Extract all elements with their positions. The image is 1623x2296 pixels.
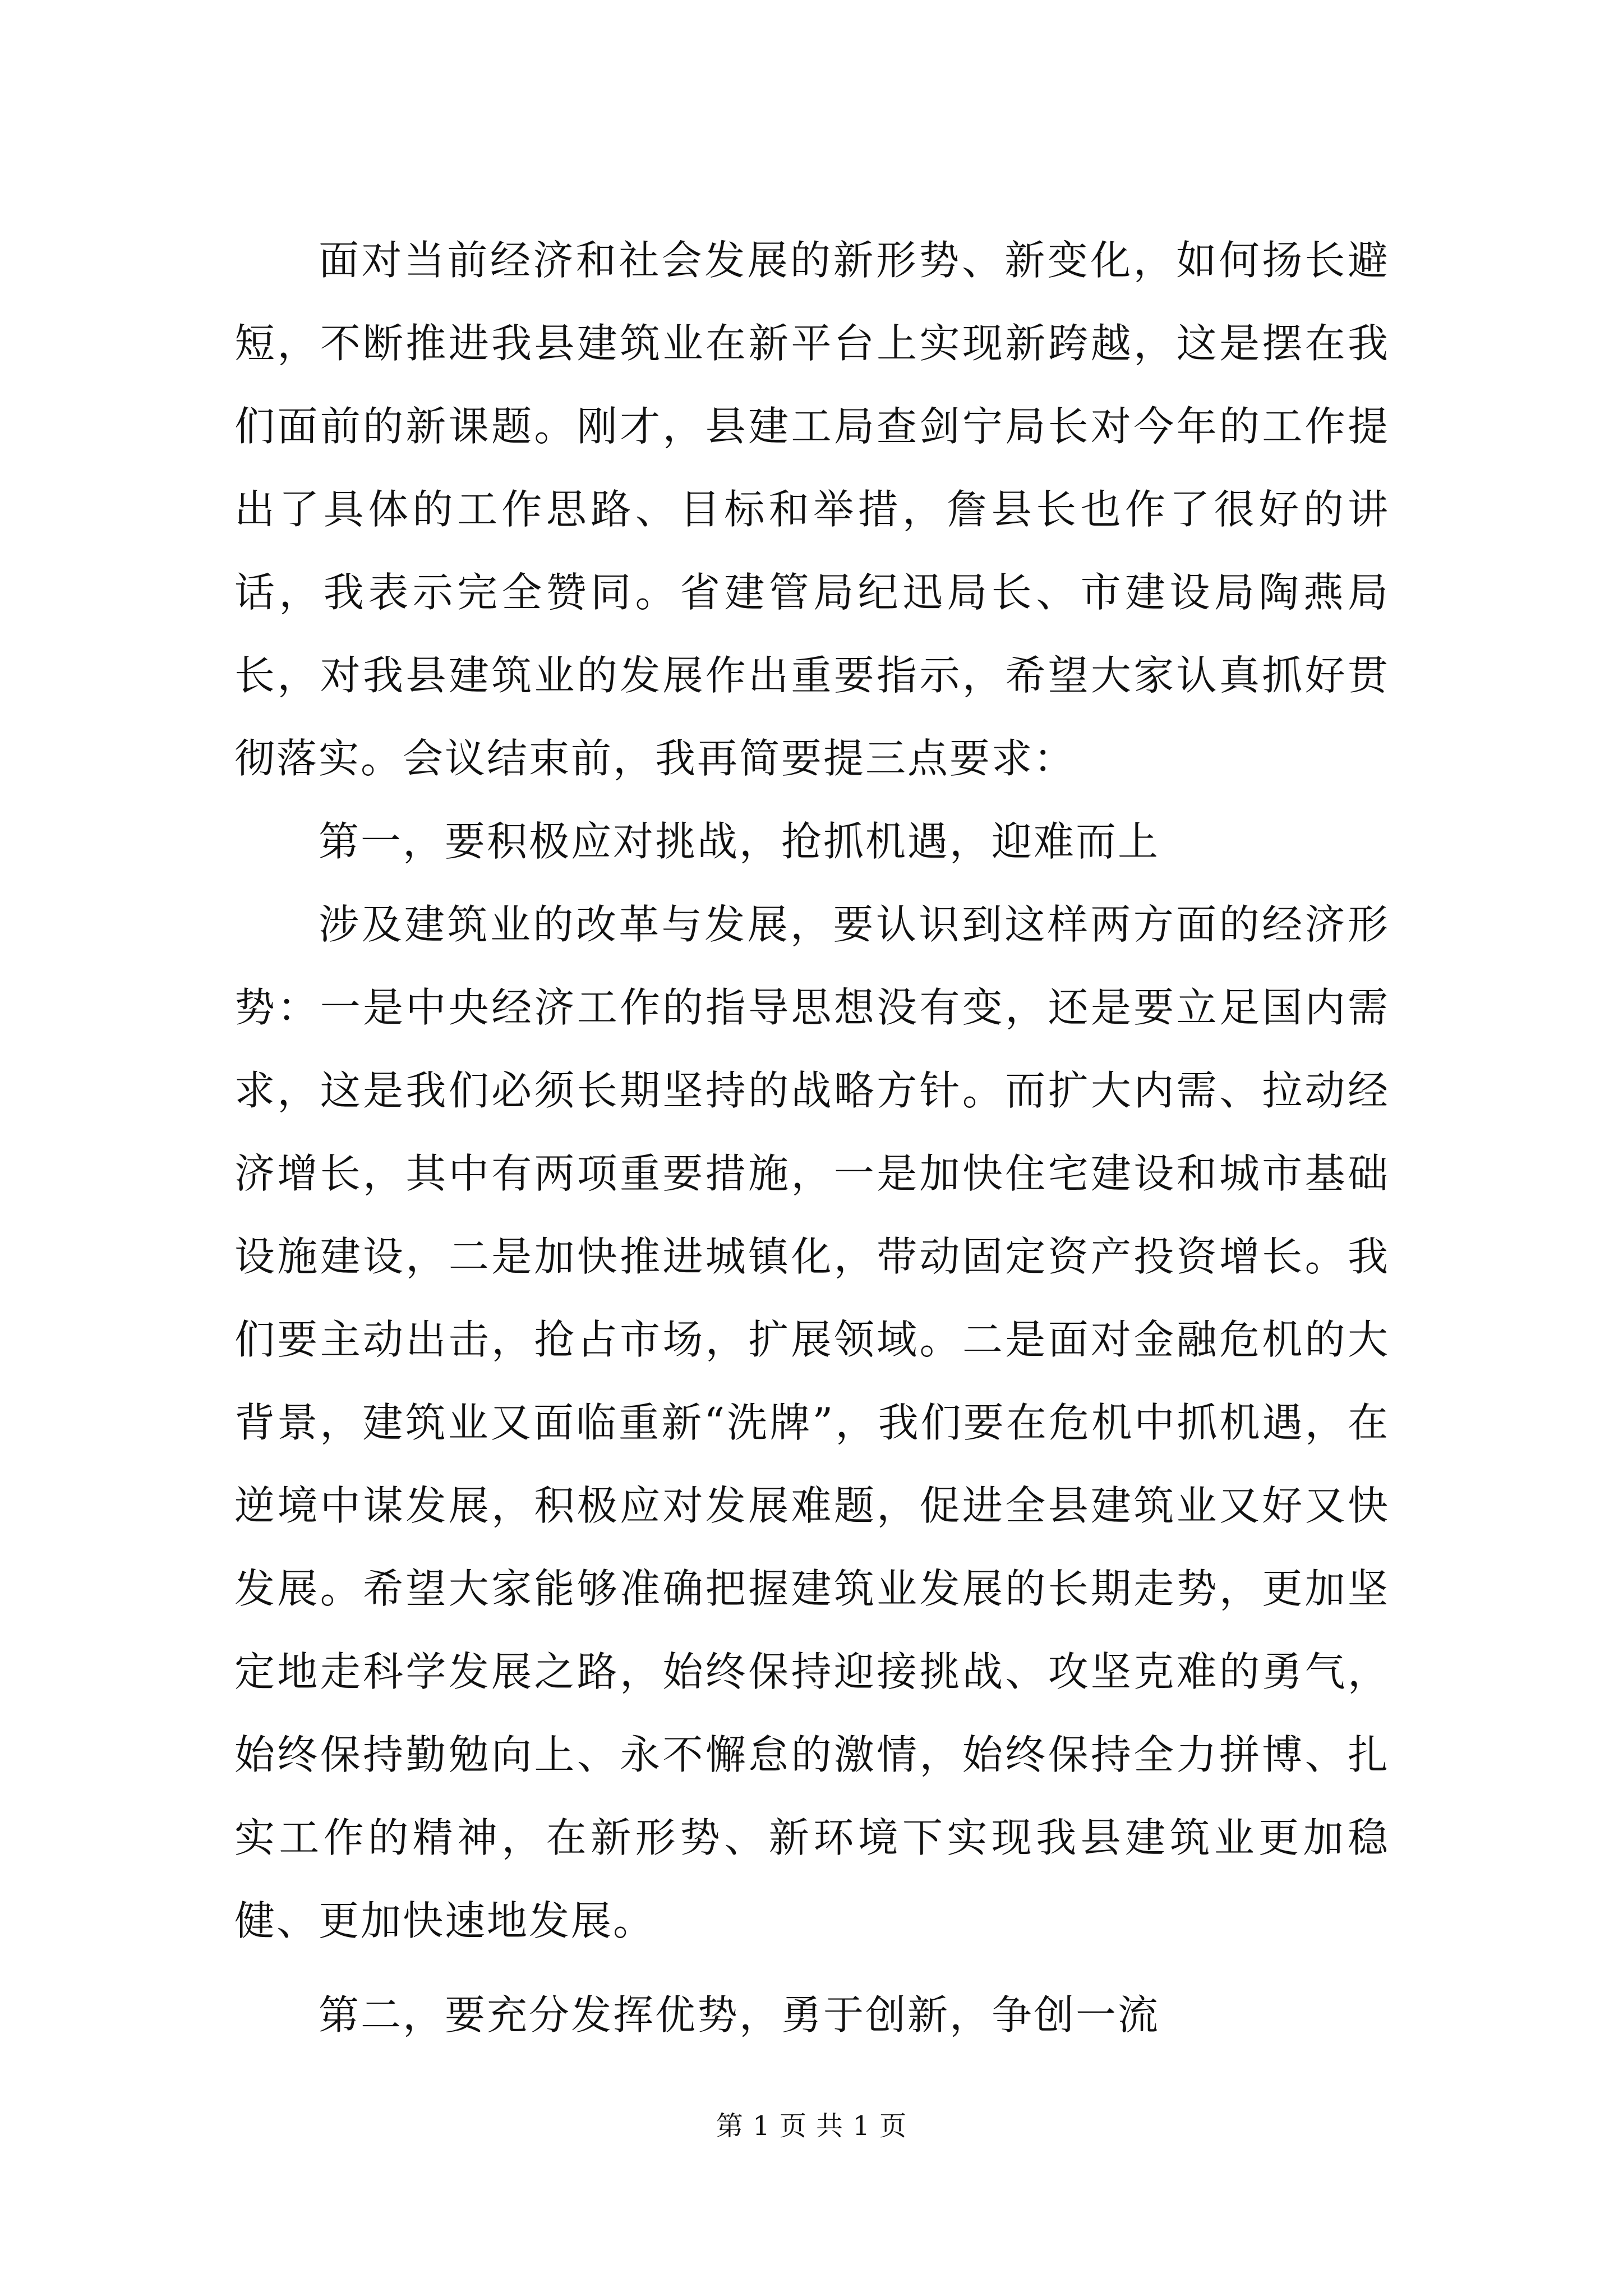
document-body [234,219,1390,2056]
paragraph-section-1: 涉及建筑业的改革与发展，要认识到这样两方面的经济形势：一是中央经济工作的指导思想没有变，还是要立足国内需求，这是我们必须长期坚持的战略方针。而扩大内需、拉动经济增长，其中有两项重要措施，一是加快住宅建设和城市基础设施建设，二是加快推进城镇化，带动固定资产投资增长。我们要主动出击，抢占市场，扩展领域。二是面对金融危机的大背景，建筑业又面临重新“洗牌”，我们要在危机中抓机遇，在逆境中谋发展，积极应对发展难题，促进全县建筑业又好又快发展。希望大家能够准确把握建筑业发展的长期走势，更加坚定地走科学发展之路，始终保持迎接挑战、攻坚克难的勇气，始终保持勤勉向上、永不懈怠的激情，始终保持全力拼博、扎实工作的精神，在新形势、新环境下实现我县建筑业更加稳健、更加快速地发展。 [234,901,1390,1944]
section-heading-2: 第二，要充分发挥优势，勇于创新，争创一流 [319,1991,1160,2039]
section-heading-1: 第一，要积极应对挑战，抢抓机遇，迎难而上 [319,818,1160,865]
paragraph-intro: 面对当前经济和社会发展的新形势、新变化，如何扬长避短，不断推进我县建筑业在新平台上实现新跨越，这是摆在我们面前的新课题。刚才，县建工局查剑宁局长对今年的工作提出了具体的工作思路、目标和举措，詹县长也作了很好的讲话，我表示完全赞同。省建管局纪迅局长、市建设局陶燕局长，对我县建筑业的发展作出重要指示，希望大家认真抓好贯彻落实。会议结束前，我再简要提三点要求： [234,237,1390,782]
page-footer: 第 1 页 共 1 页 [716,2110,907,2142]
